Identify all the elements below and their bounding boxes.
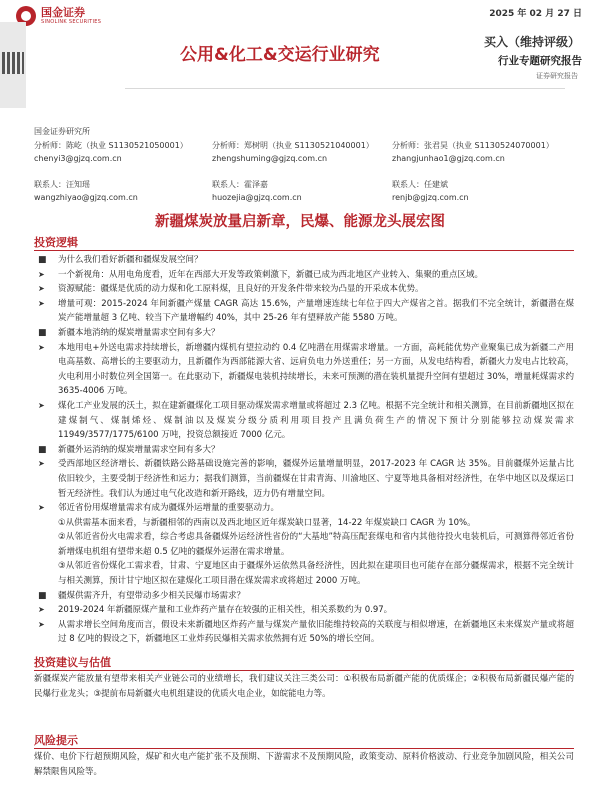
arrow-bullet-icon: ➤ [38, 400, 45, 410]
sub-item [34, 559, 574, 588]
report-type: 行业专题研究报告 [498, 55, 582, 67]
analyst-name: 分析师：郑树明（执业 S1130521040001） [212, 141, 374, 150]
paragraph-text: 为什么我们看好新疆和疆煤发展空间？ [58, 255, 203, 265]
report-header [0, 0, 600, 100]
square-bullet-icon: ■ [38, 444, 47, 455]
section-heading-risk: 风险提示 [34, 734, 78, 747]
list-item [34, 268, 574, 283]
contact-email[interactable]: renjb@gjzq.com.cn [392, 193, 469, 202]
paragraph-text: ③从邻近省份煤化工需求看，甘肃、宁夏地区由于疆煤外运依然具备经济性，因此拟在建项目也可能存在部分疆煤需求，根据不完全统计与相关测算，预计甘宁地区拟在建煤化工项目潜在煤炭需求或将超过 2000 万吨。 [58, 561, 574, 587]
question-item [34, 326, 574, 341]
analyst-name: 分析师：张君昊（执业 S1130524070001） [392, 141, 554, 150]
contact-entry [392, 178, 469, 204]
sub-item [34, 516, 574, 531]
analyst-email[interactable]: chenyi3@gjzq.com.cn [34, 154, 122, 163]
analyst-entry [34, 139, 188, 165]
list-item [34, 457, 574, 501]
report-date: 2025 年 02 月 27 日 [489, 9, 582, 19]
qr-code-icon [2, 52, 24, 74]
institute-name: 国金证券研究所 [34, 127, 90, 136]
paragraph-text: 新疆外运消纳的煤炭增量需求空间有多大？ [58, 444, 220, 455]
list-item [34, 341, 574, 399]
paragraph-text: 2019-2024 年新疆原煤产量和工业炸药产量存在较强的正相关性，相关系数约为 0.97。 [58, 605, 393, 616]
sub-item [34, 530, 574, 559]
paragraph-text: 新疆本地消纳的煤炭增量需求空间有多大？ [58, 327, 220, 338]
contact-entry [34, 178, 138, 204]
list-item [34, 297, 574, 326]
paragraph-text: 受西部地区经济增长、新疆铁路公路基础设施完善的影响，疆煤外运量增量明显，2017-2023 年 CAGR 达 35%。目前疆煤外运量占比依旧较少，主要受制于经济性和运力；据我们测算，当前疆煤在甘肃青海、川渝地区、宁夏等地具备相对经济性，在华中地区以及煤运口暂无经济性。我们认为通过电气化改造和新开路线，迈力仍有增量空间。 [58, 459, 574, 499]
contact-entry [212, 178, 302, 204]
arrow-bullet-icon: ➤ [38, 269, 45, 279]
paragraph-text: 增量可观：2015-2024 年间新疆产煤量 CAGR 高达 15.6%，产量增速连续七年位于四大产煤省之首。据我们不完全统计，新疆潜在煤炭产能增量超 3 亿吨、较当下产量增幅约 40%，其中 25-26 年有望释放产能 5580 万吨。 [58, 298, 574, 324]
header-divider [125, 88, 565, 89]
arrow-bullet-icon: ➤ [38, 605, 45, 615]
list-item [34, 618, 574, 647]
arrow-bullet-icon: ➤ [38, 342, 45, 352]
paragraph-text: 本地用电+外送电需求持续增长，新增疆内煤机有望拉动约 0.4 亿吨潜在用煤需求增量。一方面，高耗能优势产业聚集已成为新疆二产用电高基数、高增长的主要驱动力，且新疆作为西部能源大省、远肩负电力外送重任；另一方面，从发电结构看，新疆火力发电占比较高，火电利用小时数位列全国第一。在此驱动下，新疆煤电装机持续增长，未来可预测的潜在装机量提升空间有望超过 30%，增量耗煤需求约 3635-4006 万吨。 [58, 342, 574, 397]
analyst-name: 分析师：陈屹（执业 S1130521050001） [34, 141, 188, 150]
section-heading-logic: 投资逻辑 [34, 236, 78, 249]
section-divider [34, 670, 574, 671]
company-logo [16, 6, 101, 26]
paragraph-text: 邻近省份用煤增量需求有成为疆煤外运增量的重要驱动力。 [58, 503, 280, 514]
arrow-bullet-icon: ➤ [38, 503, 45, 513]
contact-email[interactable]: wangzhiyao@gjzq.com.cn [34, 193, 138, 202]
report-subtitle: 证券研究报告 [536, 72, 578, 80]
rating-badge: 买入（维持评级） [483, 35, 580, 49]
analyst-entry [392, 139, 554, 165]
contact-name: 联系人：汪知瑶 [34, 180, 90, 189]
paragraph-text: 资源赋能：疆煤是优质的动力煤和化工原料煤，且良好的开发条件带来较为凸显的开采成本优势。 [58, 284, 424, 295]
question-item [34, 589, 574, 604]
contact-name: 联系人：任建斌 [392, 180, 448, 189]
logo-name: 国金证券 [41, 6, 85, 19]
list-item [34, 603, 574, 618]
paragraph-text: 从需求增长空间角度而言，假设未来新疆地区炸药产量与煤炭产量依旧能维持较高的关联度与相似增速，在新疆地区未来煤炭产量或将超过 8 亿吨的假设之下，新疆地区工业炸药民爆相关需求依然拥有近 50%的增长空间。 [58, 619, 574, 645]
question-item [34, 443, 574, 458]
side-panel [0, 22, 26, 108]
square-bullet-icon: ■ [38, 255, 47, 265]
list-item [34, 501, 574, 516]
paragraph-text: ①从供需基本面来看，与新疆相邻的西南以及西北地区近年煤炭缺口显著，14-22 年煤炭缺口 CAGR 为 10%。 [58, 517, 476, 528]
section-divider [34, 748, 574, 749]
question-item [34, 253, 574, 268]
arrow-bullet-icon: ➤ [38, 619, 45, 629]
logo-name-en: SINOLINK SECURITIES [41, 19, 102, 25]
analyst-entry [212, 139, 374, 165]
paragraph-text: 疆煤供需齐升，有望带动多少相关民爆市场需求？ [58, 590, 246, 601]
square-bullet-icon: ■ [38, 327, 47, 338]
list-item [34, 282, 574, 297]
contact-name: 联系人：霍泽嘉 [212, 180, 268, 189]
list-item [34, 399, 574, 443]
arrow-bullet-icon: ➤ [38, 284, 45, 294]
section-divider [34, 250, 574, 251]
square-bullet-icon: ■ [38, 590, 47, 601]
recommend-text: 新疆煤炭产能放量有望带来相关产业链公司的业绩增长，我们建议关注三类公司：①积极布局新疆产能的优质煤企；②积极布局新疆民爆产能的民爆行业龙头；③提前布局新疆火电机组建设的优质火电企业，如皖能电力等。 [34, 674, 574, 699]
paragraph-text: 一个新视角：从用电角度看，近年在西部大开发等政策刺激下，新疆已成为西北地区产业转入、集聚的重点区域。 [58, 269, 484, 280]
contact-email[interactable]: huozejia@gjzq.com.cn [212, 193, 302, 202]
report-title: 公用&化工&交运行业研究 [180, 45, 380, 65]
main-title: 新疆煤炭放量启新章，民爆、能源龙头展宏图 [155, 214, 445, 230]
analyst-email[interactable]: zhangjunhao1@gjzq.com.cn [392, 154, 505, 163]
arrow-bullet-icon: ➤ [38, 459, 45, 469]
paragraph-text: 煤化工产业发展的沃土，拟在建新疆煤化工项目驱动煤炭需求增量或将超过 2.3 亿吨。根据不完全统计和相关测算，在目前新疆地区拟在建煤制气、煤制烯烃、煤制油以及煤炭分级分质利用项目投产且满负荷生产的情况下预计分别能够拉动煤炭需求 11949/3577/1775/6100 万吨，投资总额接近 7000 亿元。 [58, 400, 574, 441]
arrow-bullet-icon: ➤ [38, 298, 45, 308]
logic-body [34, 253, 574, 647]
section-heading-recommend: 投资建议与估值 [34, 656, 111, 669]
analyst-email[interactable]: zhengshuming@gjzq.com.cn [212, 154, 328, 163]
risk-text: 煤价、电价下行超预期风险，煤矿和火电产能扩张不及预期、下游需求不及预期风险，政策变动、原料价格波动、行业竞争加剧风险，相关公司解禁限售风险等。 [34, 752, 574, 777]
paragraph-text: ②从邻近省份火电需求看，综合考虑具备疆煤外运经济性省份的“大基地”特高压配套煤电和省内其他待投火电装机后，可测算得邻近省份新增煤电机组有望带来超 0.5 亿吨的疆煤外运潜在需求增量。 [58, 532, 574, 557]
